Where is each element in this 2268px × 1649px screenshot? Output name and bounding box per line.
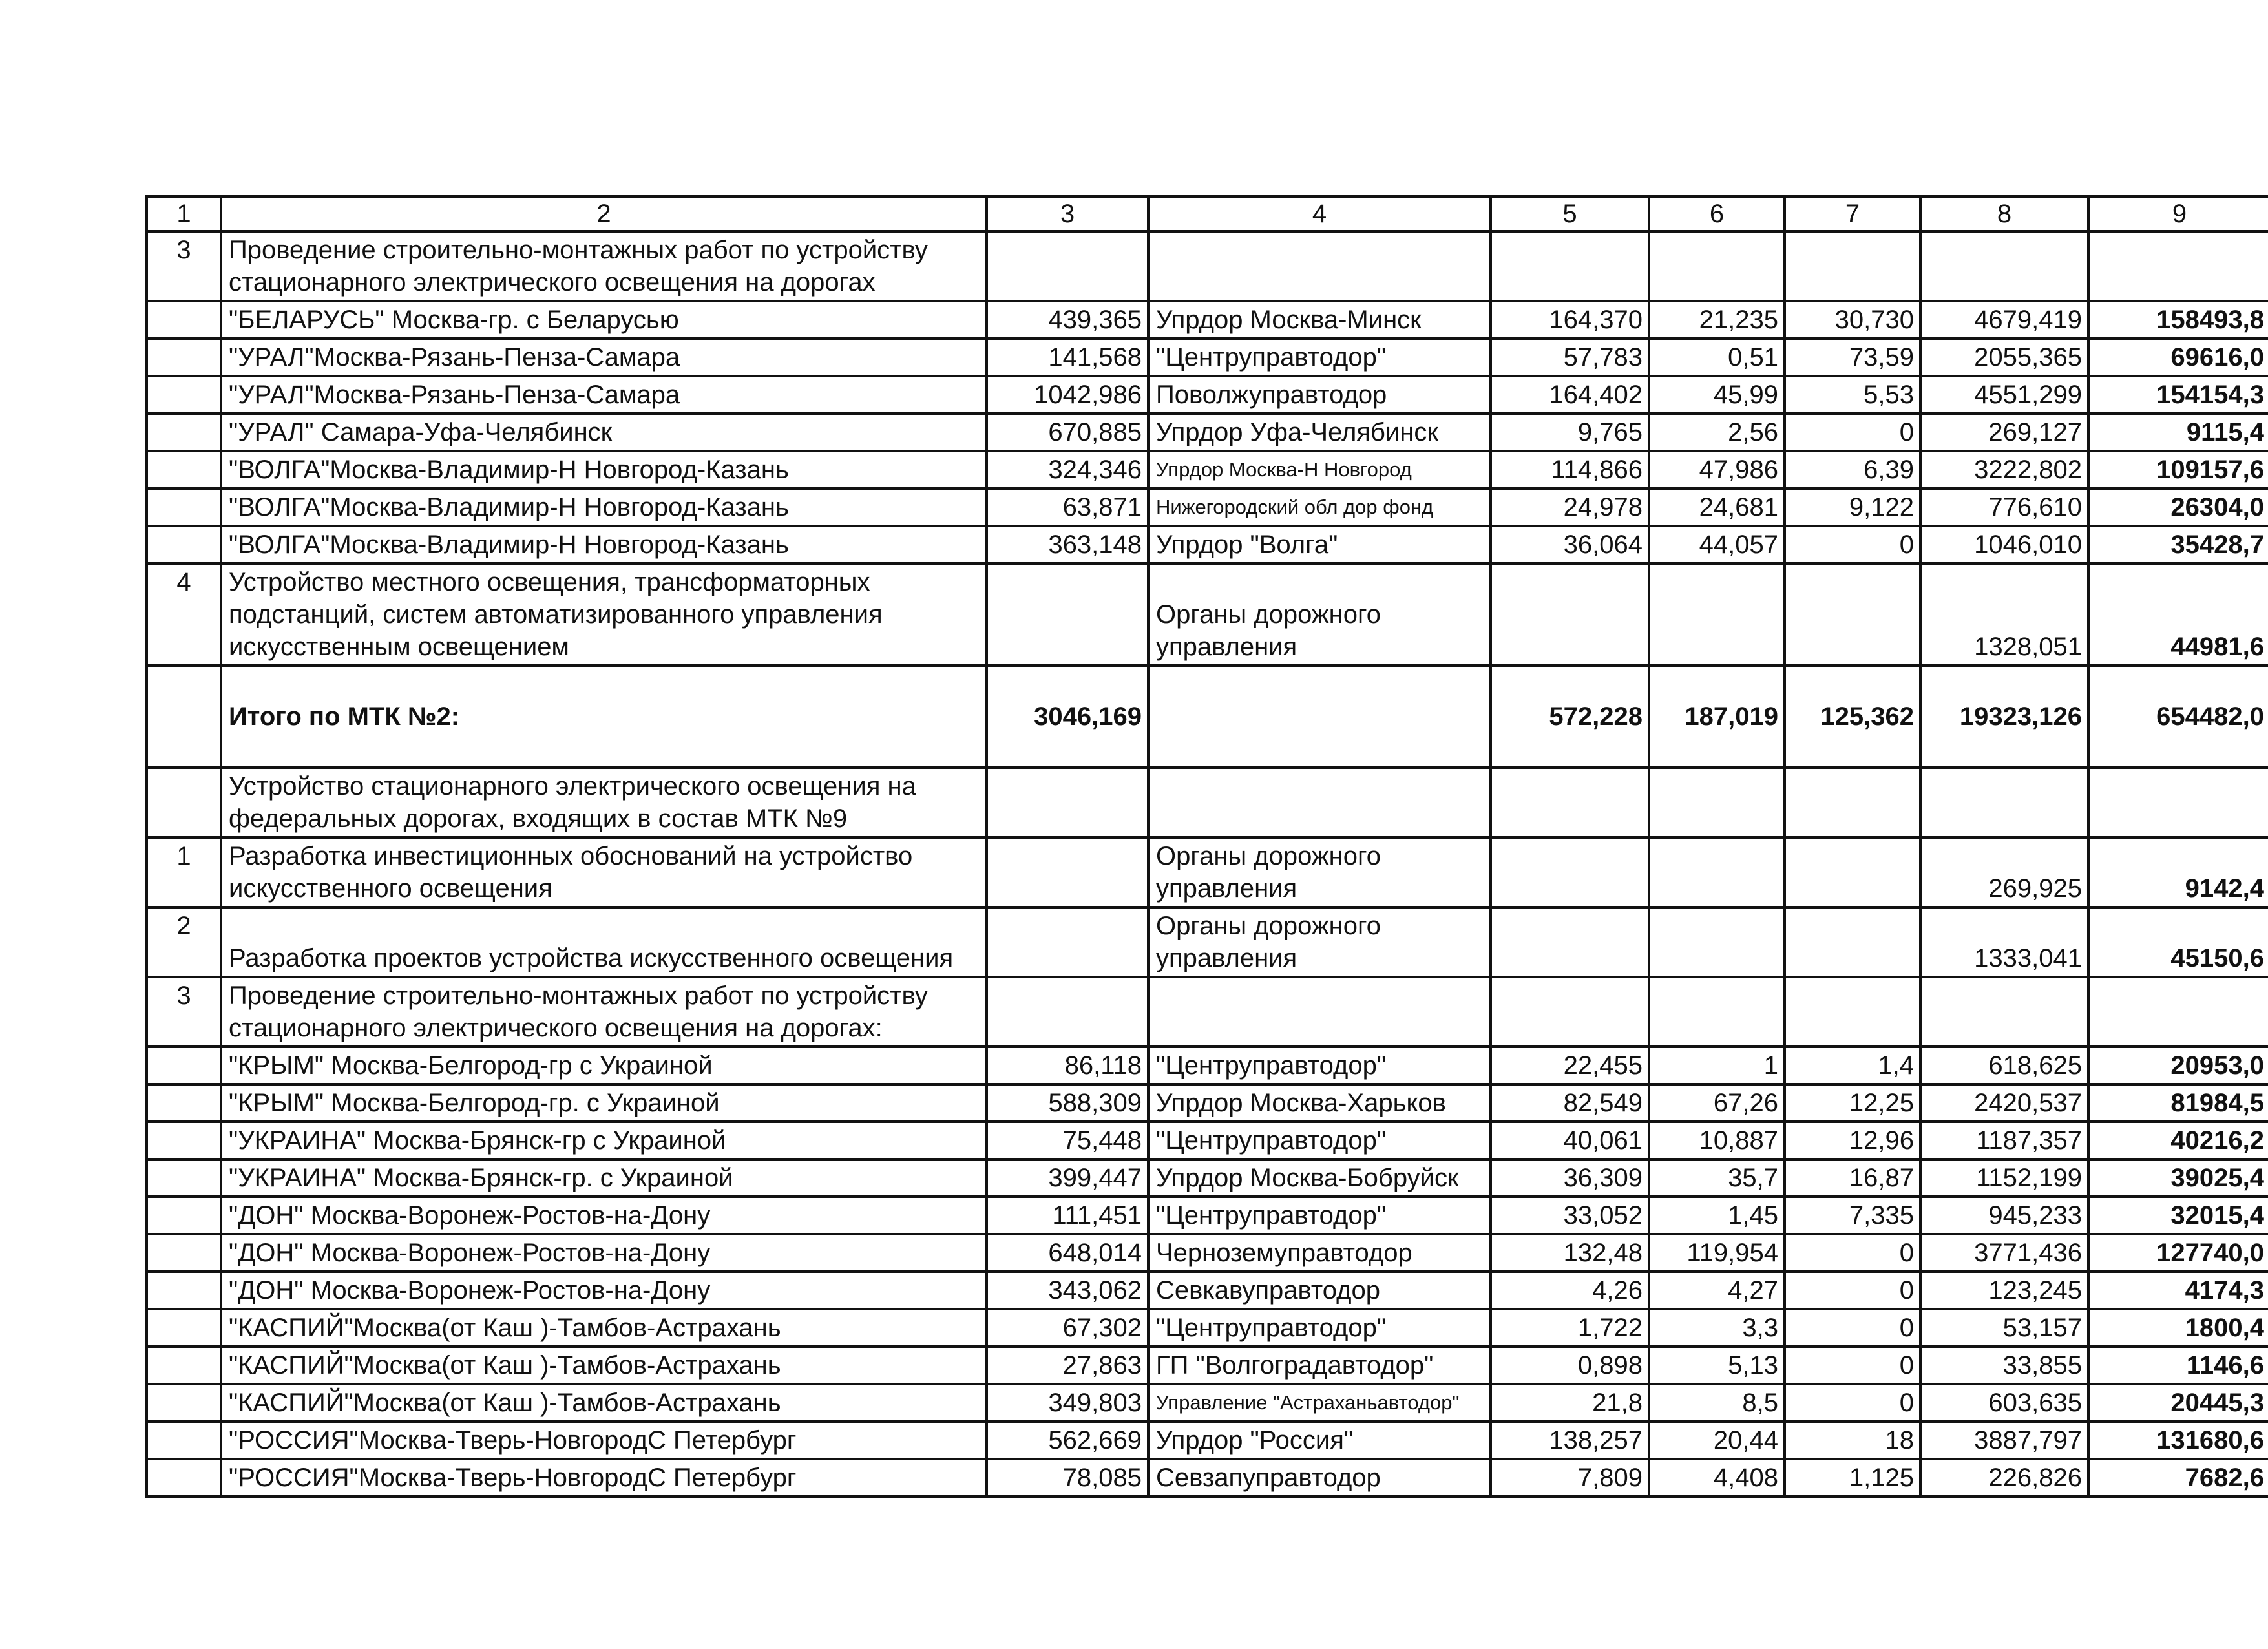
- cell-col-7: [1785, 563, 1920, 666]
- table-row: [147, 339, 2268, 376]
- cell-col-5: 9,765: [1491, 414, 1649, 451]
- cell-col-8: 603,635: [1920, 1384, 2088, 1422]
- cell-col-1: [147, 1084, 221, 1122]
- cell-col-9: [2088, 231, 2268, 301]
- cell-col-1: 1: [147, 837, 221, 907]
- cell-col-4: Нижегородский обл дор фонд: [1148, 488, 1491, 526]
- table-row: [147, 1084, 2268, 1122]
- cell-col-2: "КАСПИЙ"Москва(от Каш )-Тамбов-Астрахань: [221, 1384, 987, 1422]
- cell-col-7: 16,87: [1785, 1159, 1920, 1197]
- cell-col-3: 75,448: [987, 1122, 1148, 1159]
- document-table-area: [145, 195, 2268, 1498]
- cell-col-5: 0,898: [1491, 1347, 1649, 1384]
- table-row: [147, 1159, 2268, 1197]
- cell-col-9: 69616,0: [2088, 339, 2268, 376]
- cell-col-3: 67,302: [987, 1309, 1148, 1347]
- cell-col-7: 0: [1785, 1309, 1920, 1347]
- cell-col-6: 44,057: [1649, 526, 1785, 563]
- header-cell: 2: [221, 196, 987, 231]
- cell-col-9: 9115,4: [2088, 414, 2268, 451]
- cell-col-3: [987, 231, 1148, 301]
- section-row: [147, 231, 2268, 301]
- cell-col-1: 3: [147, 977, 221, 1047]
- cell-col-1: [147, 1272, 221, 1309]
- cell-col-8: 1333,041: [1920, 907, 2088, 977]
- cell-col-3: [987, 768, 1148, 837]
- header-cell: 3: [987, 196, 1148, 231]
- cell-col-8: 1187,357: [1920, 1122, 2088, 1159]
- cell-col-8: 945,233: [1920, 1197, 2088, 1234]
- cell-col-7: [1785, 768, 1920, 837]
- cell-col-7: 125,362: [1785, 666, 1920, 768]
- cell-col-6: 21,235: [1649, 301, 1785, 339]
- cell-col-6: 3,3: [1649, 1309, 1785, 1347]
- cell-col-2: "РОССИЯ"Москва-Тверь-НовгородС Петербург: [221, 1422, 987, 1459]
- cell-col-1: [147, 1384, 221, 1422]
- cell-col-7: 0: [1785, 414, 1920, 451]
- cell-col-2: Устройство стационарного электрического освещения на федеральных дорогах, входящих в состав МТК №9: [221, 768, 987, 837]
- cell-col-4: Черноземуправтодор: [1148, 1234, 1491, 1272]
- cell-col-4: "Центруправтодор": [1148, 1047, 1491, 1084]
- cell-col-6: 2,56: [1649, 414, 1785, 451]
- cell-col-1: [147, 1347, 221, 1384]
- cell-col-6: 1,45: [1649, 1197, 1785, 1234]
- cell-col-2: "УКРАИНА" Москва-Брянск-гр. с Украиной: [221, 1159, 987, 1197]
- cell-col-2: "КРЫМ" Москва-Белгород-гр с Украиной: [221, 1047, 987, 1084]
- cell-col-2: Проведение строительно-монтажных работ по устройству стационарного электрического освещения на дорогах: [221, 231, 987, 301]
- cell-col-9: 20953,0: [2088, 1047, 2268, 1084]
- cell-col-2: Устройство местного освещения, трансформаторных подстанций, систем автоматизированного управления искусственным освещением: [221, 563, 987, 666]
- column-number-header-row: [147, 196, 2268, 231]
- cell-col-7: 9,122: [1785, 488, 1920, 526]
- cell-col-9: 109157,6: [2088, 451, 2268, 488]
- cell-col-1: [147, 768, 221, 837]
- cell-col-7: 0: [1785, 1347, 1920, 1384]
- table-row: [147, 301, 2268, 339]
- cell-col-8: 123,245: [1920, 1272, 2088, 1309]
- cell-col-7: 12,96: [1785, 1122, 1920, 1159]
- cell-col-5: 36,064: [1491, 526, 1649, 563]
- cell-col-6: 47,986: [1649, 451, 1785, 488]
- cell-col-6: 20,44: [1649, 1422, 1785, 1459]
- cell-col-6: 35,7: [1649, 1159, 1785, 1197]
- cell-col-7: 1,4: [1785, 1047, 1920, 1084]
- cell-col-2: "УРАЛ" Самара-Уфа-Челябинск: [221, 414, 987, 451]
- cell-col-4: Органы дорожного управления: [1148, 563, 1491, 666]
- cell-col-9: 26304,0: [2088, 488, 2268, 526]
- cell-col-3: 343,062: [987, 1272, 1148, 1309]
- cell-col-5: 40,061: [1491, 1122, 1649, 1159]
- cell-col-3: 63,871: [987, 488, 1148, 526]
- cell-col-7: 0: [1785, 1234, 1920, 1272]
- cell-col-3: 1042,986: [987, 376, 1148, 414]
- cell-col-6: 4,27: [1649, 1272, 1785, 1309]
- cell-col-5: 24,978: [1491, 488, 1649, 526]
- cell-col-6: 119,954: [1649, 1234, 1785, 1272]
- table-row: [147, 376, 2268, 414]
- cell-col-9: 35428,7: [2088, 526, 2268, 563]
- header-cell: 4: [1148, 196, 1491, 231]
- cell-col-5: 132,48: [1491, 1234, 1649, 1272]
- cell-col-7: 6,39: [1785, 451, 1920, 488]
- cell-col-8: 1152,199: [1920, 1159, 2088, 1197]
- cell-col-2: "КАСПИЙ"Москва(от Каш )-Тамбов-Астрахань: [221, 1347, 987, 1384]
- cell-col-4: Упрдор Москва-Минск: [1148, 301, 1491, 339]
- cell-col-9: 158493,8: [2088, 301, 2268, 339]
- cell-col-6: [1649, 768, 1785, 837]
- cell-col-7: 0: [1785, 1384, 1920, 1422]
- cell-col-9: 7682,6: [2088, 1459, 2268, 1497]
- cell-col-5: 114,866: [1491, 451, 1649, 488]
- cell-col-5: [1491, 907, 1649, 977]
- cell-col-7: 73,59: [1785, 339, 1920, 376]
- cell-col-4: "Центруправтодор": [1148, 339, 1491, 376]
- cell-col-8: 4679,419: [1920, 301, 2088, 339]
- cell-col-6: 8,5: [1649, 1384, 1785, 1422]
- cell-col-3: 439,365: [987, 301, 1148, 339]
- cell-col-9: [2088, 977, 2268, 1047]
- table-row: [147, 1197, 2268, 1234]
- cell-col-1: 3: [147, 231, 221, 301]
- cell-col-1: [147, 1234, 221, 1272]
- cell-col-5: 4,26: [1491, 1272, 1649, 1309]
- cell-col-4: Управление "Астраханьавтодор": [1148, 1384, 1491, 1422]
- cell-col-8: 618,625: [1920, 1047, 2088, 1084]
- cell-col-2: "ДОН" Москва-Воронеж-Ростов-на-Дону: [221, 1234, 987, 1272]
- cell-col-8: 776,610: [1920, 488, 2088, 526]
- cell-col-6: 187,019: [1649, 666, 1785, 768]
- table-row: [147, 1122, 2268, 1159]
- cell-col-6: 5,13: [1649, 1347, 1785, 1384]
- table-row: [147, 1422, 2268, 1459]
- cell-col-8: 2055,365: [1920, 339, 2088, 376]
- cell-col-5: 36,309: [1491, 1159, 1649, 1197]
- cell-col-6: 10,887: [1649, 1122, 1785, 1159]
- cell-col-5: 57,783: [1491, 339, 1649, 376]
- cell-col-1: [147, 1159, 221, 1197]
- cell-col-4: Упрдор "Россия": [1148, 1422, 1491, 1459]
- cell-col-7: 30,730: [1785, 301, 1920, 339]
- cell-col-5: 33,052: [1491, 1197, 1649, 1234]
- cell-col-5: 138,257: [1491, 1422, 1649, 1459]
- table-row: [147, 526, 2268, 563]
- cell-col-3: 3046,169: [987, 666, 1148, 768]
- cell-col-1: [147, 1197, 221, 1234]
- header-cell: 1: [147, 196, 221, 231]
- cell-col-4: [1148, 977, 1491, 1047]
- cell-col-2: "ВОЛГА"Москва-Владимир-Н Новгород-Казань: [221, 488, 987, 526]
- cell-col-9: 81984,5: [2088, 1084, 2268, 1122]
- cell-col-4: Органы дорожного управления: [1148, 837, 1491, 907]
- cell-col-6: 24,681: [1649, 488, 1785, 526]
- cell-col-2: "ДОН" Москва-Воронеж-Ростов-на-Дону: [221, 1272, 987, 1309]
- cell-col-6: 45,99: [1649, 376, 1785, 414]
- cell-col-9: 4174,3: [2088, 1272, 2268, 1309]
- header-cell: 7: [1785, 196, 1920, 231]
- cell-col-2: "УРАЛ"Москва-Рязань-Пенза-Самара: [221, 339, 987, 376]
- cell-col-3: 648,014: [987, 1234, 1148, 1272]
- cell-col-5: 1,722: [1491, 1309, 1649, 1347]
- cell-col-3: 399,447: [987, 1159, 1148, 1197]
- cell-col-8: 2420,537: [1920, 1084, 2088, 1122]
- cell-col-1: [147, 1422, 221, 1459]
- cell-col-5: 164,370: [1491, 301, 1649, 339]
- cell-col-1: [147, 414, 221, 451]
- header-cell: 6: [1649, 196, 1785, 231]
- cell-col-8: 3771,436: [1920, 1234, 2088, 1272]
- cell-col-5: 572,228: [1491, 666, 1649, 768]
- cell-col-7: [1785, 231, 1920, 301]
- cell-col-5: 82,549: [1491, 1084, 1649, 1122]
- cell-col-7: 5,53: [1785, 376, 1920, 414]
- cell-col-3: 141,568: [987, 339, 1148, 376]
- cell-col-8: 1046,010: [1920, 526, 2088, 563]
- cell-col-5: 22,455: [1491, 1047, 1649, 1084]
- cell-col-7: 18: [1785, 1422, 1920, 1459]
- cell-col-7: [1785, 977, 1920, 1047]
- cell-col-4: Севзапуправтодор: [1148, 1459, 1491, 1497]
- cell-col-6: [1649, 837, 1785, 907]
- cell-col-4: "Центруправтодор": [1148, 1197, 1491, 1234]
- cell-col-1: [147, 1309, 221, 1347]
- cell-col-4: Упрдор Москва-Харьков: [1148, 1084, 1491, 1122]
- cell-col-9: 154154,3: [2088, 376, 2268, 414]
- cell-col-8: 33,855: [1920, 1347, 2088, 1384]
- cell-col-9: 39025,4: [2088, 1159, 2268, 1197]
- table-row: [147, 414, 2268, 451]
- cell-col-2: "УРАЛ"Москва-Рязань-Пенза-Самара: [221, 376, 987, 414]
- cell-col-5: [1491, 768, 1649, 837]
- cell-col-4: [1148, 231, 1491, 301]
- cell-col-7: [1785, 907, 1920, 977]
- cell-col-3: [987, 977, 1148, 1047]
- cell-col-8: [1920, 977, 2088, 1047]
- cell-col-1: [147, 1047, 221, 1084]
- cell-col-3: 86,118: [987, 1047, 1148, 1084]
- cell-col-1: 2: [147, 907, 221, 977]
- cell-col-9: 9142,4: [2088, 837, 2268, 907]
- cell-col-2: "ДОН" Москва-Воронеж-Ростов-на-Дону: [221, 1197, 987, 1234]
- cell-col-4: [1148, 666, 1491, 768]
- header-cell: 5: [1491, 196, 1649, 231]
- data-table: [145, 195, 2268, 1498]
- cell-col-5: 21,8: [1491, 1384, 1649, 1422]
- cell-col-4: Поволжуправтодор: [1148, 376, 1491, 414]
- cell-col-3: 670,885: [987, 414, 1148, 451]
- cell-col-2: Разработка инвестиционных обоснований на устройство искусственного освещения: [221, 837, 987, 907]
- section-row: [147, 977, 2268, 1047]
- cell-col-4: Упрдор Москва-Бобруйск: [1148, 1159, 1491, 1197]
- cell-col-9: 32015,4: [2088, 1197, 2268, 1234]
- cell-col-9: 1800,4: [2088, 1309, 2268, 1347]
- cell-col-8: 3887,797: [1920, 1422, 2088, 1459]
- cell-col-5: [1491, 563, 1649, 666]
- cell-col-6: 67,26: [1649, 1084, 1785, 1122]
- cell-col-9: 1146,6: [2088, 1347, 2268, 1384]
- cell-col-2: "БЕЛАРУСЬ" Москва-гр. с Беларусью: [221, 301, 987, 339]
- table-row: [147, 488, 2268, 526]
- cell-col-2: "УКРАИНА" Москва-Брянск-гр с Украиной: [221, 1122, 987, 1159]
- cell-col-3: 349,803: [987, 1384, 1148, 1422]
- cell-col-3: 111,451: [987, 1197, 1148, 1234]
- cell-col-6: 0,51: [1649, 339, 1785, 376]
- cell-col-4: [1148, 768, 1491, 837]
- section-row: [147, 837, 2268, 907]
- cell-col-9: 40216,2: [2088, 1122, 2268, 1159]
- cell-col-9: 45150,6: [2088, 907, 2268, 977]
- table-row: [147, 1459, 2268, 1497]
- cell-col-1: [147, 488, 221, 526]
- table-row: [147, 1272, 2268, 1309]
- cell-col-2: "КРЫМ" Москва-Белгород-гр. с Украиной: [221, 1084, 987, 1122]
- cell-col-1: [147, 1459, 221, 1497]
- header-cell: 9: [2088, 196, 2268, 231]
- cell-col-3: 27,863: [987, 1347, 1148, 1384]
- cell-col-1: [147, 666, 221, 768]
- table-row: [147, 1309, 2268, 1347]
- cell-col-2: "РОССИЯ"Москва-Тверь-НовгородС Петербург: [221, 1459, 987, 1497]
- cell-col-1: [147, 301, 221, 339]
- cell-col-7: 0: [1785, 1272, 1920, 1309]
- cell-col-1: 4: [147, 563, 221, 666]
- cell-col-7: 7,335: [1785, 1197, 1920, 1234]
- cell-col-6: [1649, 563, 1785, 666]
- cell-col-8: 4551,299: [1920, 376, 2088, 414]
- cell-col-9: 20445,3: [2088, 1384, 2268, 1422]
- cell-col-8: 269,925: [1920, 837, 2088, 907]
- cell-col-3: 324,346: [987, 451, 1148, 488]
- cell-col-2: "ВОЛГА"Москва-Владимир-Н Новгород-Казань: [221, 526, 987, 563]
- cell-col-2: "КАСПИЙ"Москва(от Каш )-Тамбов-Астрахань: [221, 1309, 987, 1347]
- cell-col-9: 654482,0: [2088, 666, 2268, 768]
- cell-col-8: [1920, 768, 2088, 837]
- cell-col-7: 1,125: [1785, 1459, 1920, 1497]
- cell-col-5: [1491, 837, 1649, 907]
- section-row: [147, 563, 2268, 666]
- cell-col-9: 44981,6: [2088, 563, 2268, 666]
- table-row: [147, 1384, 2268, 1422]
- cell-col-4: Упрдор Уфа-Челябинск: [1148, 414, 1491, 451]
- cell-col-1: [147, 339, 221, 376]
- cell-col-5: [1491, 231, 1649, 301]
- cell-col-8: 1328,051: [1920, 563, 2088, 666]
- total-row: [147, 666, 2268, 768]
- cell-col-3: [987, 907, 1148, 977]
- cell-col-4: "Центруправтодор": [1148, 1122, 1491, 1159]
- cell-col-4: Упрдор Москва-Н Новгород: [1148, 451, 1491, 488]
- cell-col-3: 588,309: [987, 1084, 1148, 1122]
- cell-col-6: 4,408: [1649, 1459, 1785, 1497]
- cell-col-9: 131680,6: [2088, 1422, 2268, 1459]
- cell-col-4: "Центруправтодор": [1148, 1309, 1491, 1347]
- cell-col-4: Упрдор "Волга": [1148, 526, 1491, 563]
- cell-col-2: "ВОЛГА"Москва-Владимир-Н Новгород-Казань: [221, 451, 987, 488]
- cell-col-5: 7,809: [1491, 1459, 1649, 1497]
- cell-col-7: [1785, 837, 1920, 907]
- cell-col-2: Разработка проектов устройства искусственного освещения: [221, 907, 987, 977]
- cell-col-3: 562,669: [987, 1422, 1148, 1459]
- cell-col-4: Севкавуправтодор: [1148, 1272, 1491, 1309]
- cell-col-1: [147, 1122, 221, 1159]
- cell-col-3: 363,148: [987, 526, 1148, 563]
- cell-col-8: 19323,126: [1920, 666, 2088, 768]
- table-row: [147, 1347, 2268, 1384]
- cell-col-1: [147, 451, 221, 488]
- cell-col-3: [987, 837, 1148, 907]
- table-row: [147, 1234, 2268, 1272]
- cell-col-6: [1649, 231, 1785, 301]
- table-row: [147, 451, 2268, 488]
- cell-col-7: 12,25: [1785, 1084, 1920, 1122]
- cell-col-8: 53,157: [1920, 1309, 2088, 1347]
- section-row: [147, 768, 2268, 837]
- cell-col-1: [147, 376, 221, 414]
- cell-col-4: ГП "Волгоградавтодор": [1148, 1347, 1491, 1384]
- header-cell: 8: [1920, 196, 2088, 231]
- cell-col-6: [1649, 907, 1785, 977]
- cell-col-3: 78,085: [987, 1459, 1148, 1497]
- cell-col-5: [1491, 977, 1649, 1047]
- cell-col-4: Органы дорожного управления: [1148, 907, 1491, 977]
- cell-col-8: [1920, 231, 2088, 301]
- cell-col-8: 226,826: [1920, 1459, 2088, 1497]
- table-row: [147, 1047, 2268, 1084]
- cell-col-8: 269,127: [1920, 414, 2088, 451]
- cell-col-5: 164,402: [1491, 376, 1649, 414]
- cell-col-1: [147, 526, 221, 563]
- cell-col-7: 0: [1785, 526, 1920, 563]
- section-row: [147, 907, 2268, 977]
- cell-col-2: Проведение строительно-монтажных работ по устройству стационарного электрического освещения на дорогах:: [221, 977, 987, 1047]
- cell-col-3: [987, 563, 1148, 666]
- cell-col-8: 3222,802: [1920, 451, 2088, 488]
- cell-col-9: [2088, 768, 2268, 837]
- cell-col-6: 1: [1649, 1047, 1785, 1084]
- cell-col-9: 127740,0: [2088, 1234, 2268, 1272]
- cell-col-6: [1649, 977, 1785, 1047]
- cell-col-2: Итого по МТК №2:: [221, 666, 987, 768]
